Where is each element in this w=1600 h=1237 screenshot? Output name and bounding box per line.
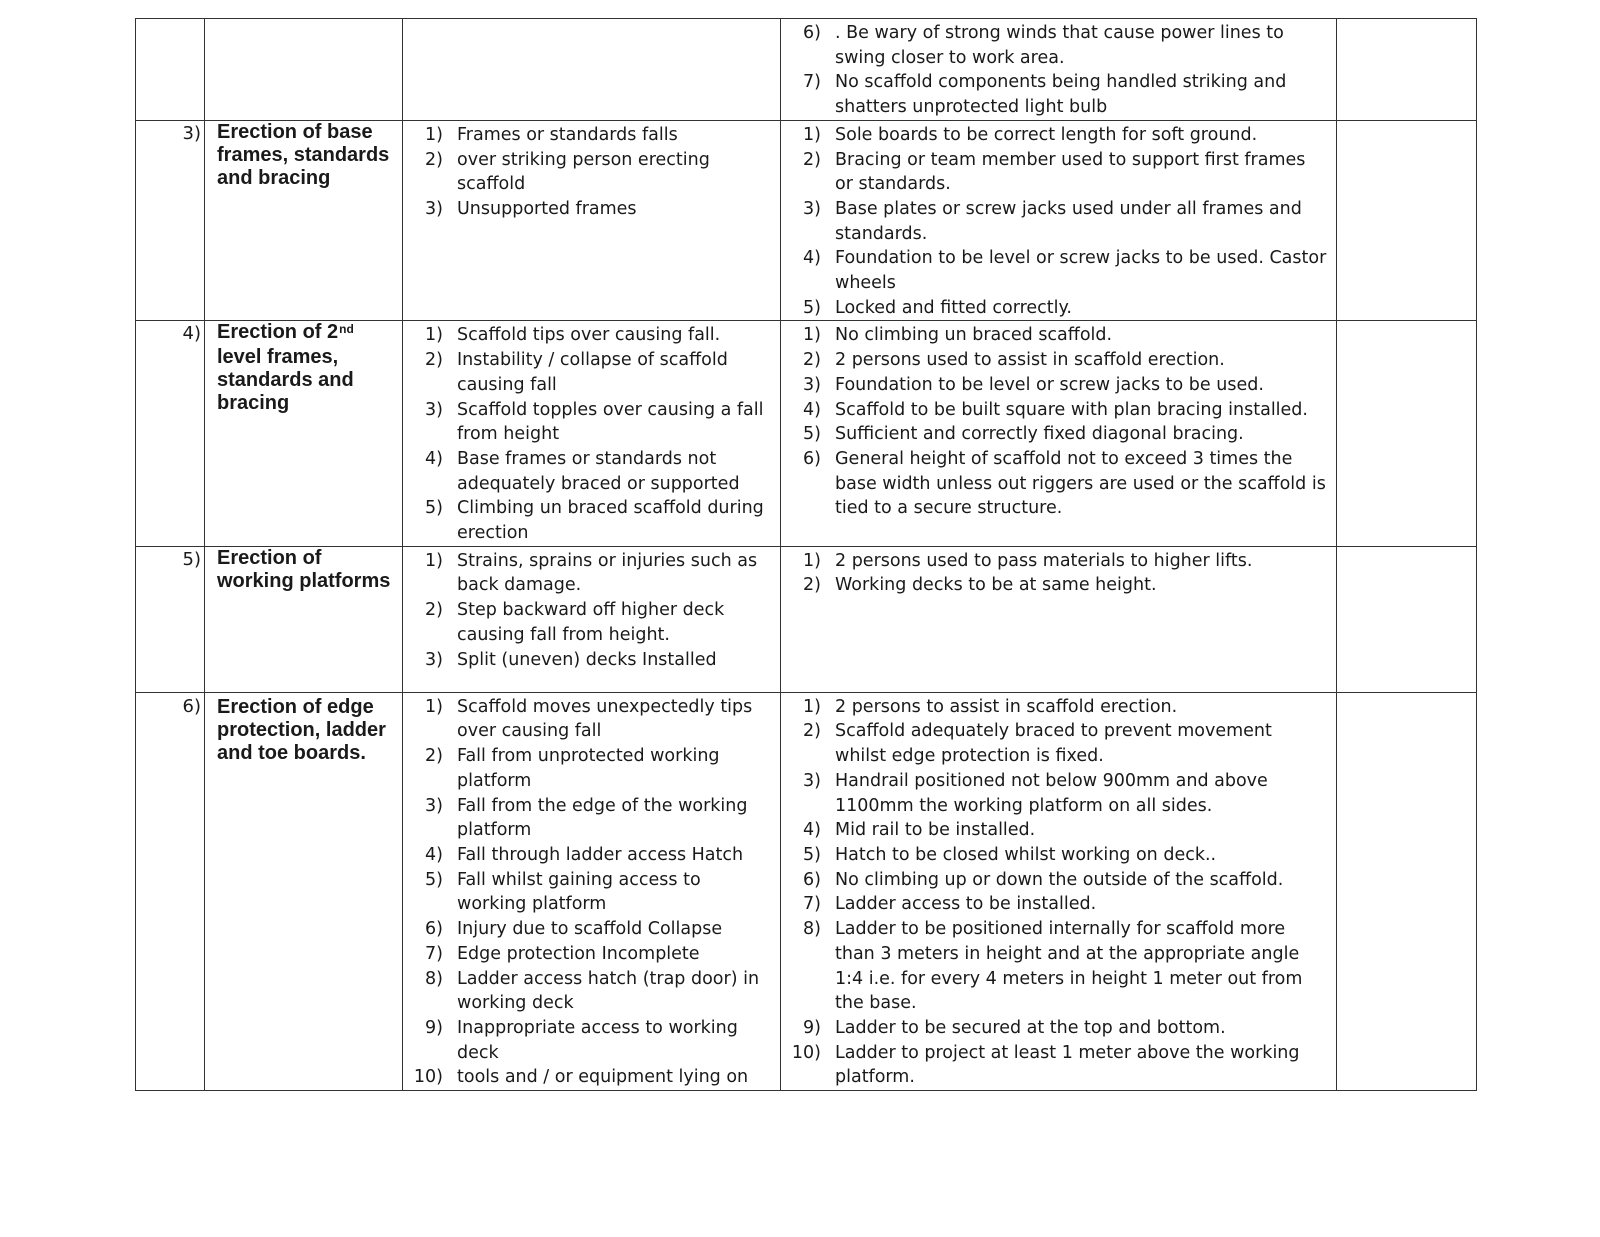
risk-assessment-table [135, 18, 1477, 1091]
item-number: 2) [425, 149, 443, 170]
task-cell [205, 321, 403, 546]
item-number: 6) [425, 919, 443, 940]
list-item [803, 246, 1328, 295]
list-item [425, 942, 772, 967]
item-text: No climbing up or down the outside of the scaffold. [835, 869, 1284, 890]
controls-list [781, 693, 1336, 1090]
item-number: 6) [803, 869, 821, 890]
item-number: 2) [425, 350, 443, 371]
item-number: 3) [425, 399, 443, 420]
list-item [425, 323, 772, 348]
item-text: Injury due to scaffold Collapse [457, 919, 723, 940]
list-item [803, 123, 1328, 148]
item-number: 1) [803, 124, 821, 145]
list-item [803, 323, 1328, 348]
hazards-cell [403, 321, 781, 546]
list-item [413, 1065, 772, 1090]
item-number: 7) [803, 894, 821, 915]
item-text: Edge protection Incomplete [457, 943, 700, 964]
item-number: 3) [425, 795, 443, 816]
list-item [425, 967, 772, 1016]
controls-list [781, 547, 1336, 598]
item-text: Ladder to be secured at the top and bottom. [835, 1017, 1226, 1038]
item-text: Fall from the edge of the working platform [457, 795, 748, 841]
list-item [425, 598, 772, 647]
item-text: Strains, sprains or injuries such as back damage. [457, 550, 758, 596]
item-text: Fall whilst gaining access to working platform [457, 869, 701, 915]
item-number: 5) [425, 869, 443, 890]
list-item [425, 1016, 772, 1065]
item-text: Locked and fitted correctly. [835, 297, 1072, 318]
list-item [425, 917, 772, 942]
step-number-cell [136, 19, 205, 121]
item-text: No climbing un braced scaffold. [835, 325, 1113, 346]
item-text: 2 persons used to assist in scaffold erection. [835, 350, 1225, 371]
list-item [803, 21, 1328, 70]
item-number: 7) [425, 943, 443, 964]
list-item [803, 892, 1328, 917]
responsibility-cell [1337, 546, 1477, 692]
item-text: Hatch to be closed whilst working on deck.. [835, 844, 1217, 865]
controls-cell [781, 19, 1337, 121]
item-number: 2) [803, 575, 821, 596]
item-text: . Be wary of strong winds that cause power lines to swing closer to work area. [835, 23, 1284, 68]
hazards-list [403, 121, 780, 222]
list-item [803, 843, 1328, 868]
table-row-step-5 [136, 546, 1477, 692]
list-item [425, 197, 772, 222]
task-cell [205, 19, 403, 121]
list-item [425, 868, 772, 917]
item-text: Instability / collapse of scaffold causing fall [457, 350, 728, 395]
item-text: Ladder access hatch (trap door) in working deck [457, 968, 760, 1014]
step-number-cell: 3) [136, 120, 205, 321]
hazards-cell [403, 120, 781, 321]
list-item [803, 769, 1328, 818]
item-text: Split (uneven) decks Installed [457, 649, 717, 670]
item-number: 9) [803, 1017, 821, 1038]
item-number: 3) [425, 198, 443, 219]
controls-list [781, 321, 1336, 521]
item-number: 1) [425, 696, 443, 717]
item-text: tools and / or equipment lying on [457, 1067, 749, 1088]
controls-list [781, 121, 1336, 321]
item-number: 3) [803, 374, 821, 395]
list-item [425, 794, 772, 843]
item-number: 4) [803, 820, 821, 841]
list-item [803, 373, 1328, 398]
responsibility-cell [1337, 120, 1477, 321]
item-text: No scaffold components being handled striking and shatters unprotected light bulb [835, 72, 1287, 118]
item-text: over striking person erecting scaffold [457, 149, 710, 195]
item-number: 1) [425, 550, 443, 571]
list-item [803, 348, 1328, 373]
item-text: Fall through ladder access Hatch [457, 844, 744, 865]
list-item [425, 447, 772, 496]
list-item [803, 148, 1328, 197]
item-text: Climbing un braced scaffold during erection [457, 498, 764, 544]
list-item [425, 549, 772, 598]
item-number: 1) [425, 325, 443, 346]
task-cell: Erection of working platforms [205, 546, 403, 692]
task-cell: Erection of base frames, standards and bracing [205, 120, 403, 321]
item-number: 3) [425, 649, 443, 670]
item-number: 2) [425, 746, 443, 767]
controls-cell [781, 321, 1337, 546]
list-item [803, 695, 1328, 720]
item-text: Scaffold tips over causing fall. [457, 325, 721, 346]
list-item [803, 447, 1328, 521]
item-text: Mid rail to be installed. [835, 820, 1036, 841]
list-item [803, 422, 1328, 447]
item-text: Ladder to be positioned internally for scaffold more than 3 meters in height and at the appropriate angle 1:4 i.e. for every 4 meters in height 1 meter out from the base. [835, 919, 1303, 1014]
list-item [425, 744, 772, 793]
list-item [803, 70, 1328, 119]
list-item [803, 573, 1328, 598]
item-number: 3) [803, 770, 821, 791]
step-number-cell: 6) [136, 692, 205, 1090]
item-number: 1) [803, 550, 821, 571]
responsibility-cell [1337, 692, 1477, 1090]
item-number: 8) [803, 919, 821, 940]
item-text: Step backward off higher deck causing fall from height. [457, 600, 725, 645]
item-number: 4) [425, 844, 443, 865]
item-text: Frames or standards falls [457, 124, 678, 145]
item-text: Scaffold topples over causing a fall from height [457, 399, 764, 445]
item-number: 10) [413, 1067, 443, 1088]
item-text: Sufficient and correctly fixed diagonal bracing. [835, 424, 1244, 445]
list-item [803, 398, 1328, 423]
item-number: 1) [803, 325, 821, 346]
item-text: Base frames or standards not adequately braced or supported [457, 448, 740, 494]
item-text: Scaffold adequately braced to prevent movement whilst edge protection is fixed. [835, 721, 1272, 767]
controls-list [781, 19, 1336, 120]
list-item [425, 695, 772, 744]
list-item [803, 1016, 1328, 1041]
item-number: 7) [803, 72, 821, 93]
item-text: General height of scaffold not to exceed 3 times the base width unless out riggers are used or the scaffold is tied to a secure structure. [835, 448, 1326, 519]
item-number: 5) [803, 424, 821, 445]
controls-cell [781, 120, 1337, 321]
item-text: Ladder to project at least 1 meter above the working platform. [835, 1042, 1300, 1088]
hazards-list [403, 693, 780, 1090]
item-text: Scaffold moves unexpectedly tips over causing fall [457, 696, 753, 742]
list-item [425, 123, 772, 148]
item-text: Ladder access to be installed. [835, 894, 1097, 915]
item-number: 1) [425, 124, 443, 145]
hazards-cell [403, 19, 781, 121]
list-item [803, 818, 1328, 843]
controls-cell [781, 692, 1337, 1090]
item-text: Unsupported frames [457, 198, 637, 219]
item-number: 5) [425, 498, 443, 519]
hazards-list [403, 547, 780, 673]
item-number: 2) [803, 149, 821, 170]
list-item [803, 868, 1328, 893]
responsibility-cell [1337, 19, 1477, 121]
item-number: 4) [803, 248, 821, 269]
list-item [425, 398, 772, 447]
controls-cell [781, 546, 1337, 692]
item-text: Handrail positioned not below 900mm and above 1100mm the working platform on all sides. [835, 770, 1268, 816]
table-row-step-6 [136, 692, 1477, 1090]
list-item [425, 648, 772, 673]
list-item [803, 197, 1328, 246]
list-item [803, 296, 1328, 321]
item-text: Base plates or screw jacks used under all frames and standards. [835, 198, 1302, 244]
item-number: 10) [791, 1042, 821, 1063]
list-item [425, 843, 772, 868]
item-number: 6) [803, 23, 821, 43]
item-number: 2) [803, 350, 821, 371]
item-number: 3) [803, 198, 821, 219]
table-row-step-3 [136, 120, 1477, 321]
list-item [803, 917, 1328, 1016]
item-text: Inappropriate access to working deck [457, 1017, 738, 1063]
item-number: 6) [803, 448, 821, 469]
task-text-post: level frames, standards and bracing [217, 346, 354, 415]
item-text: Fall from unprotected working platform [457, 746, 720, 791]
responsibility-cell [1337, 321, 1477, 546]
step-number-cell: 4) [136, 321, 205, 546]
item-number: 5) [803, 297, 821, 318]
item-number: 4) [425, 448, 443, 469]
list-item [791, 1041, 1328, 1090]
item-text: 2 persons to assist in scaffold erection. [835, 696, 1178, 717]
item-text: Working decks to be at same height. [835, 575, 1157, 596]
item-text: Foundation to be level or screw jacks to be used. Castor wheels [835, 248, 1327, 294]
list-item [425, 148, 772, 197]
task-text-pre: Erection of 2 [217, 321, 339, 344]
step-number-cell: 5) [136, 546, 205, 692]
item-text: Sole boards to be correct length for soft ground. [835, 124, 1258, 145]
task-superscript: nd [339, 322, 354, 337]
hazards-cell [403, 546, 781, 692]
list-item [803, 549, 1328, 574]
list-item [803, 719, 1328, 768]
item-text: 2 persons used to pass materials to higher lifts. [835, 550, 1253, 571]
item-number: 1) [803, 696, 821, 717]
hazards-list [403, 321, 780, 545]
item-number: 2) [425, 600, 443, 621]
item-text: Foundation to be level or screw jacks to be used. [835, 374, 1264, 395]
list-item [425, 348, 772, 397]
hazards-cell [403, 692, 781, 1090]
table-row-step-4 [136, 321, 1477, 546]
table-row-continuation [136, 19, 1477, 121]
item-number: 5) [803, 844, 821, 865]
item-text: Bracing or team member used to support first frames or standards. [835, 149, 1306, 195]
item-number: 8) [425, 968, 443, 989]
item-number: 9) [425, 1017, 443, 1038]
item-number: 2) [803, 721, 821, 742]
list-item [425, 496, 772, 545]
item-text: Scaffold to be built square with plan bracing installed. [835, 399, 1308, 420]
item-number: 4) [803, 399, 821, 420]
task-cell: Erection of edge protection, ladder and toe boards. [205, 692, 403, 1090]
